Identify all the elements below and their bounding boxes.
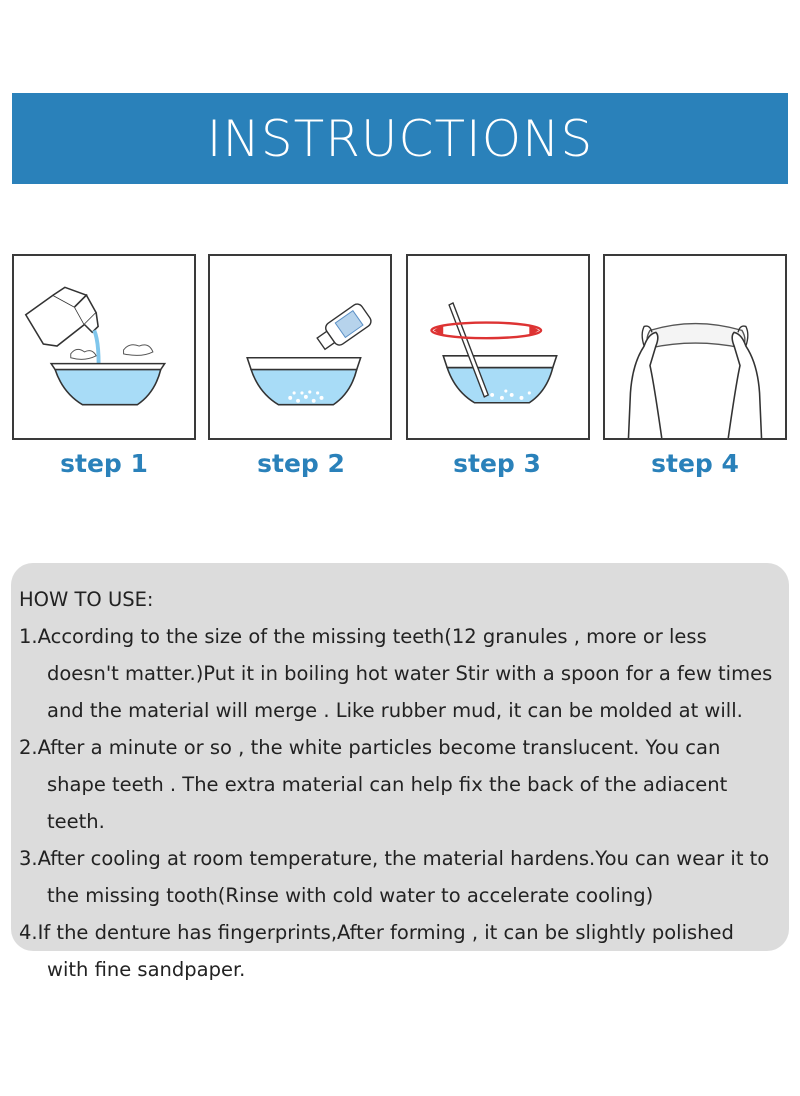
bottle-adding-granules-icon (210, 256, 390, 438)
step-1-panel (12, 254, 196, 440)
step-3-label: step 3 (453, 449, 541, 478)
how-to-use-panel (11, 563, 789, 981)
stirring-stick-icon (408, 256, 588, 438)
step-3-panel (406, 254, 590, 440)
step-4-panel (603, 254, 787, 440)
page-title: INSTRUCTIONS (206, 109, 594, 168)
instructions-banner (12, 93, 788, 184)
hands-stretching-material-icon (605, 256, 785, 438)
instruction-item-1: 1.According to the size of the missing teeth(12 granules , more or less doesn't matter.)Put it in boiling hot water Stir with a spoon for a few times and the material will merge . Like rubber mud, it can be molded at will. (19, 625, 773, 722)
how-to-use-heading: HOW TO USE: (19, 588, 154, 611)
step-2-panel (208, 254, 392, 440)
step-4-label: step 4 (651, 449, 739, 478)
step-1-label: step 1 (60, 449, 148, 478)
instruction-item-2: 2.After a minute or so , the white particles become translucent. You can shape teeth . The extra material can help fix the back of the adiacent teeth. (19, 736, 728, 833)
instruction-item-3: 3.After cooling at room temperature, the material hardens.You can wear it to the missing tooth(Rinse with cold water to accelerate cooling) (19, 847, 770, 907)
instruction-item-4: 4.If the denture has fingerprints,After forming , it can be slightly polished with fine sandpaper. (19, 921, 734, 981)
step-2-label: step 2 (257, 449, 345, 478)
kettle-pouring-water-icon (14, 256, 194, 438)
